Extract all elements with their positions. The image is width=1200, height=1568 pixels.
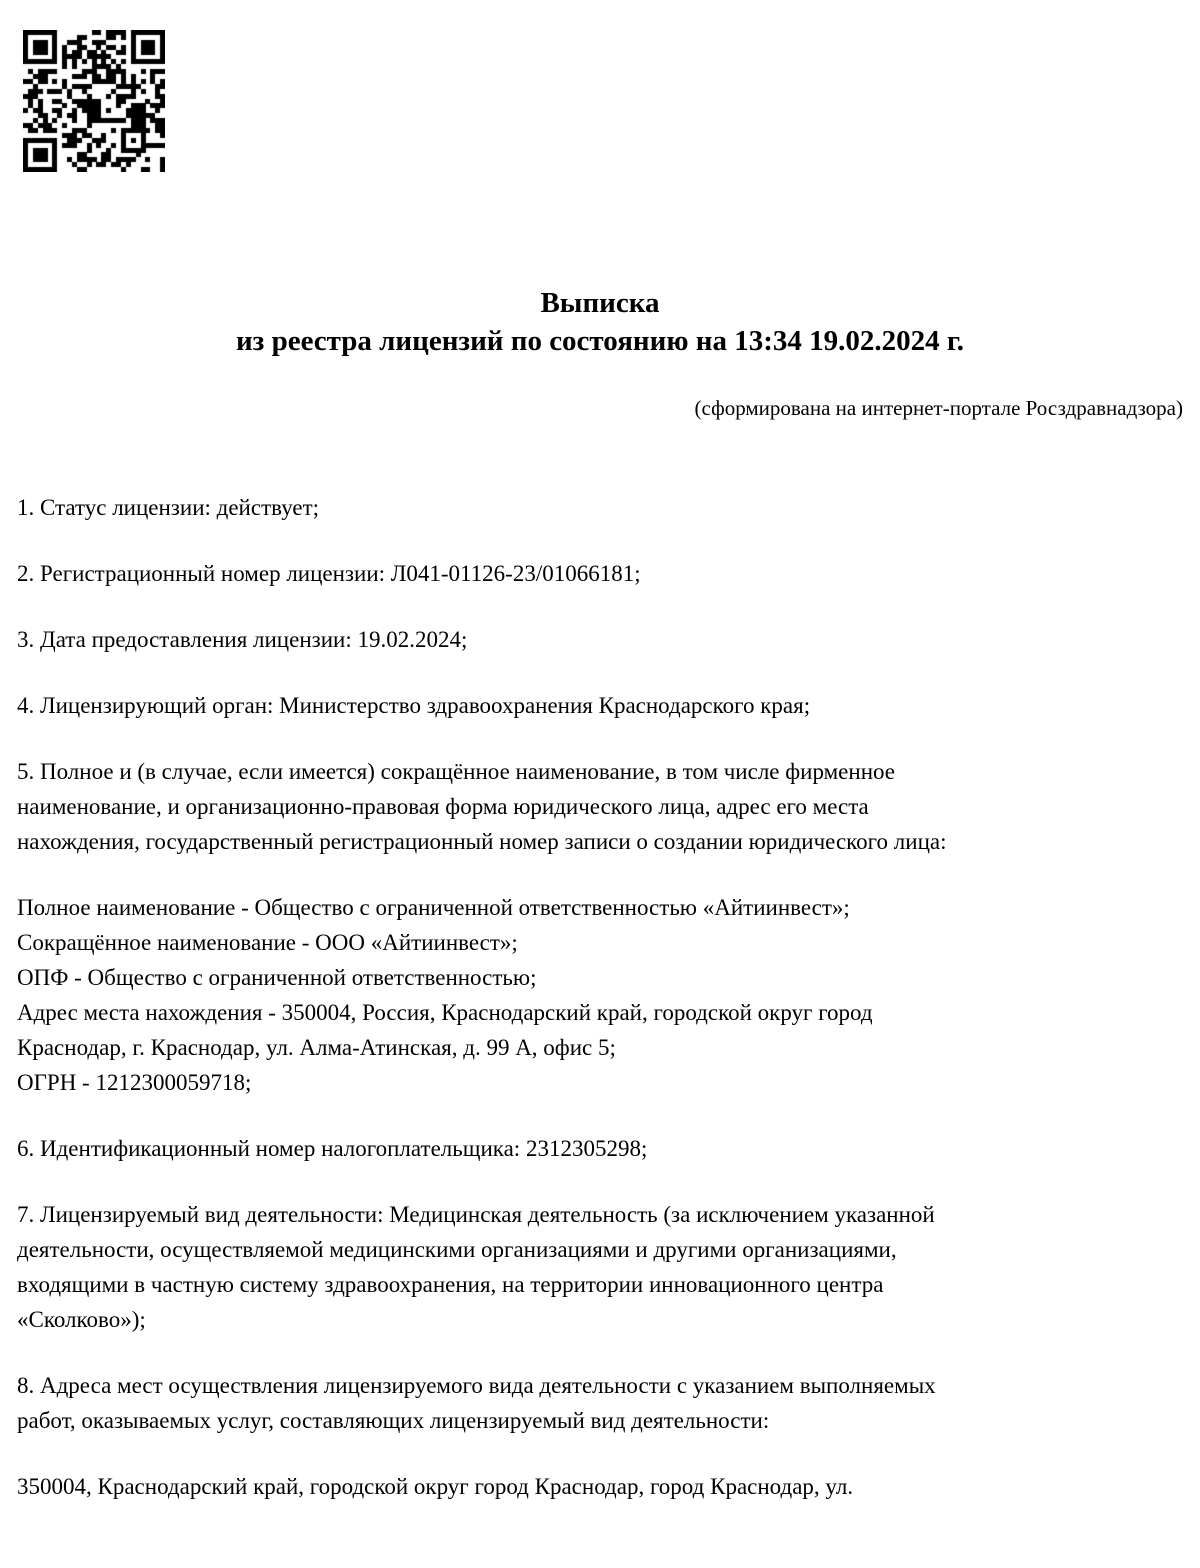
text-line: 7. Лицензируемый вид деятельности: Медицинская деятельность (за исключением указанной — [17, 1202, 935, 1227]
paragraph-org-info-heading — [17, 754, 1183, 859]
document-title-line1: Выписка — [540, 287, 660, 319]
document-title-line2: из реестра лицензий по состоянию на 13:34 19.02.2024 г. — [235, 325, 965, 357]
paragraph-org-info-details — [17, 890, 1183, 1100]
text-line: 3. Дата предоставления лицензии: 19.02.2024; — [17, 627, 468, 652]
text-line: наименование, и организационно-правовая форма юридического лица, адрес его места — [17, 794, 869, 819]
text-line: 5. Полное и (в случае, если имеется) сокращённое наименование, в том числе фирменное — [17, 759, 895, 784]
paragraph-registration-number — [17, 556, 1183, 591]
paragraph-activity-address — [17, 1469, 1183, 1504]
text-line: 350004, Краснодарский край, городской округ город Краснодар, город Краснодар, ул. — [17, 1474, 854, 1499]
paragraph-license-grant-date — [17, 622, 1183, 657]
qr-code — [23, 30, 165, 172]
text-line: 8. Адреса мест осуществления лицензируемого вида деятельности с указанием выполняемых — [17, 1373, 936, 1398]
paragraph-licensing-authority — [17, 688, 1183, 723]
qr-code-image — [23, 30, 165, 172]
paragraph-activity-addresses-heading — [17, 1368, 1183, 1438]
text-line: работ, оказываемых услуг, составляющих лицензируемый вид деятельности: — [17, 1408, 770, 1433]
text-line: 6. Идентификационный номер налогоплательщика: 2312305298; — [17, 1136, 648, 1161]
source-note: (сформирована на интернет-портале Росздравнадзора) — [694, 396, 1183, 420]
text-line: Адрес места нахождения - 350004, Россия, Краснодарский край, городской округ город — [17, 1000, 873, 1025]
text-line: Краснодар, г. Краснодар, ул. Алма-Атинская, д. 99 А, офис 5; — [17, 1035, 616, 1060]
document-title — [0, 284, 1200, 360]
text-line: Полное наименование - Общество с ограниченной ответственностью «Айтиинвест»; — [17, 895, 850, 920]
text-line: 2. Регистрационный номер лицензии: Л041-01126-23/01066181; — [17, 561, 641, 586]
document-body — [17, 490, 1183, 1535]
text-line: входящими в частную систему здравоохранения, на территории инновационного центра — [17, 1272, 884, 1297]
text-line: 1. Статус лицензии: действует; — [17, 495, 320, 520]
text-line: 4. Лицензирующий орган: Министерство здравоохранения Краснодарского края; — [17, 693, 811, 718]
paragraph-taxpayer-id — [17, 1131, 1183, 1166]
paragraph-licensed-activity — [17, 1197, 1183, 1337]
paragraph-license-status — [17, 490, 1183, 525]
text-line: ОПФ - Общество с ограниченной ответственностью; — [17, 965, 537, 990]
text-line: ОГРН - 1212300059718; — [17, 1070, 252, 1095]
text-line: «Сколково»); — [17, 1307, 146, 1332]
text-line: Сокращённое наименование - ООО «Айтиинвест»; — [17, 930, 518, 955]
text-line: нахождения, государственный регистрационный номер записи о создании юридического лица: — [17, 829, 947, 854]
text-line: деятельности, осуществляемой медицинскими организациями и другими организациями, — [17, 1237, 897, 1262]
